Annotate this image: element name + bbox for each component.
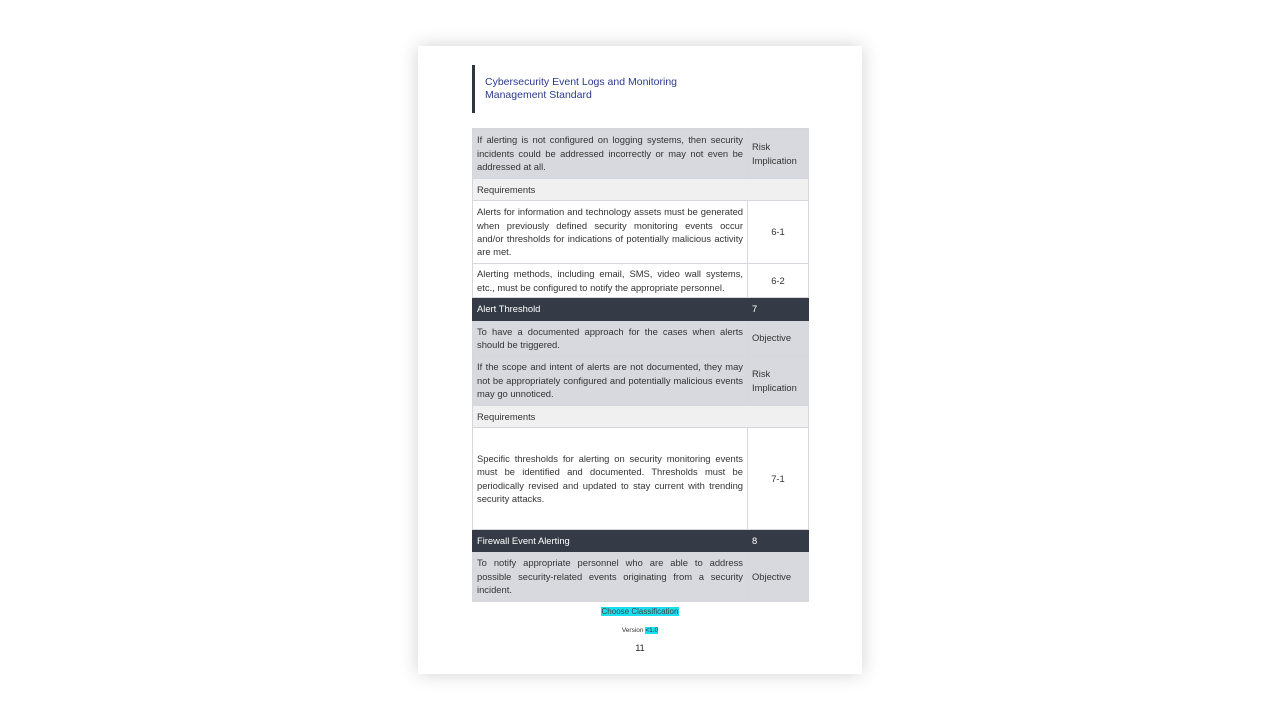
table-row [473, 428, 809, 530]
classification-footer [418, 607, 862, 617]
version-value[interactable]: <1.0 [645, 627, 659, 634]
requirement-text: Alerts for information and technology assets must be generated when previously defined security monitoring events occur and/or thresholds for indications of potentially malicious activity are met. [473, 201, 748, 264]
section-title: Firewall Event Alerting [473, 530, 748, 552]
requirement-number: 6-2 [748, 264, 809, 298]
requirements-heading: Requirements [473, 406, 809, 428]
document-page [418, 46, 862, 674]
table-row [473, 264, 809, 298]
requirement-text: Specific thresholds for alerting on security monitoring events must be identified and documented. Thresholds must be periodically revised and updated to stay current with trending security attacks. [473, 428, 748, 530]
section-number: 7 [748, 298, 809, 321]
version-label: Version [621, 627, 644, 634]
page-number: 11 [635, 643, 645, 653]
table-row [473, 321, 809, 356]
table-row [473, 406, 809, 428]
section-number: 8 [748, 530, 809, 552]
table-row [473, 201, 809, 264]
table-row [473, 530, 809, 552]
risk-implication-text: If the scope and intent of alerts are not documented, they may not be appropriately configured and potentially malicious events may go unnoticed. [473, 356, 748, 406]
requirements-heading: Requirements [473, 179, 809, 201]
objective-label: Objective [748, 321, 809, 356]
version-footer [418, 626, 862, 635]
table-row [473, 356, 809, 406]
risk-implication-label: Risk Implication [748, 356, 809, 406]
table-row [473, 552, 809, 602]
table-row [473, 298, 809, 321]
section-title: Alert Threshold [473, 298, 748, 321]
requirement-number: 7-1 [748, 428, 809, 530]
classification-field[interactable]: Choose Classification [601, 607, 679, 616]
objective-label: Objective [748, 552, 809, 602]
document-title-line-2: Management Standard [485, 89, 592, 101]
table-row [473, 129, 809, 179]
objective-text: To have a documented approach for the cases when alerts should be triggered. [473, 321, 748, 356]
document-title [485, 76, 685, 102]
objective-text: To notify appropriate personnel who are able to address possible security-related events originating from a security incident. [473, 552, 748, 602]
document-title-line-1: Cybersecurity Event Logs and Monitoring [485, 76, 678, 88]
page-header [472, 65, 772, 113]
risk-implication-label: Risk Implication [748, 129, 809, 179]
requirement-number: 6-1 [748, 201, 809, 264]
standard-table [472, 128, 809, 602]
risk-implication-text: If alerting is not configured on logging systems, then security incidents could be addressed incorrectly or may not even be addressed at all. [473, 129, 748, 179]
table-row [473, 179, 809, 201]
requirement-text: Alerting methods, including email, SMS, video wall systems, etc., must be configured to notify the appropriate personnel. [473, 264, 748, 298]
